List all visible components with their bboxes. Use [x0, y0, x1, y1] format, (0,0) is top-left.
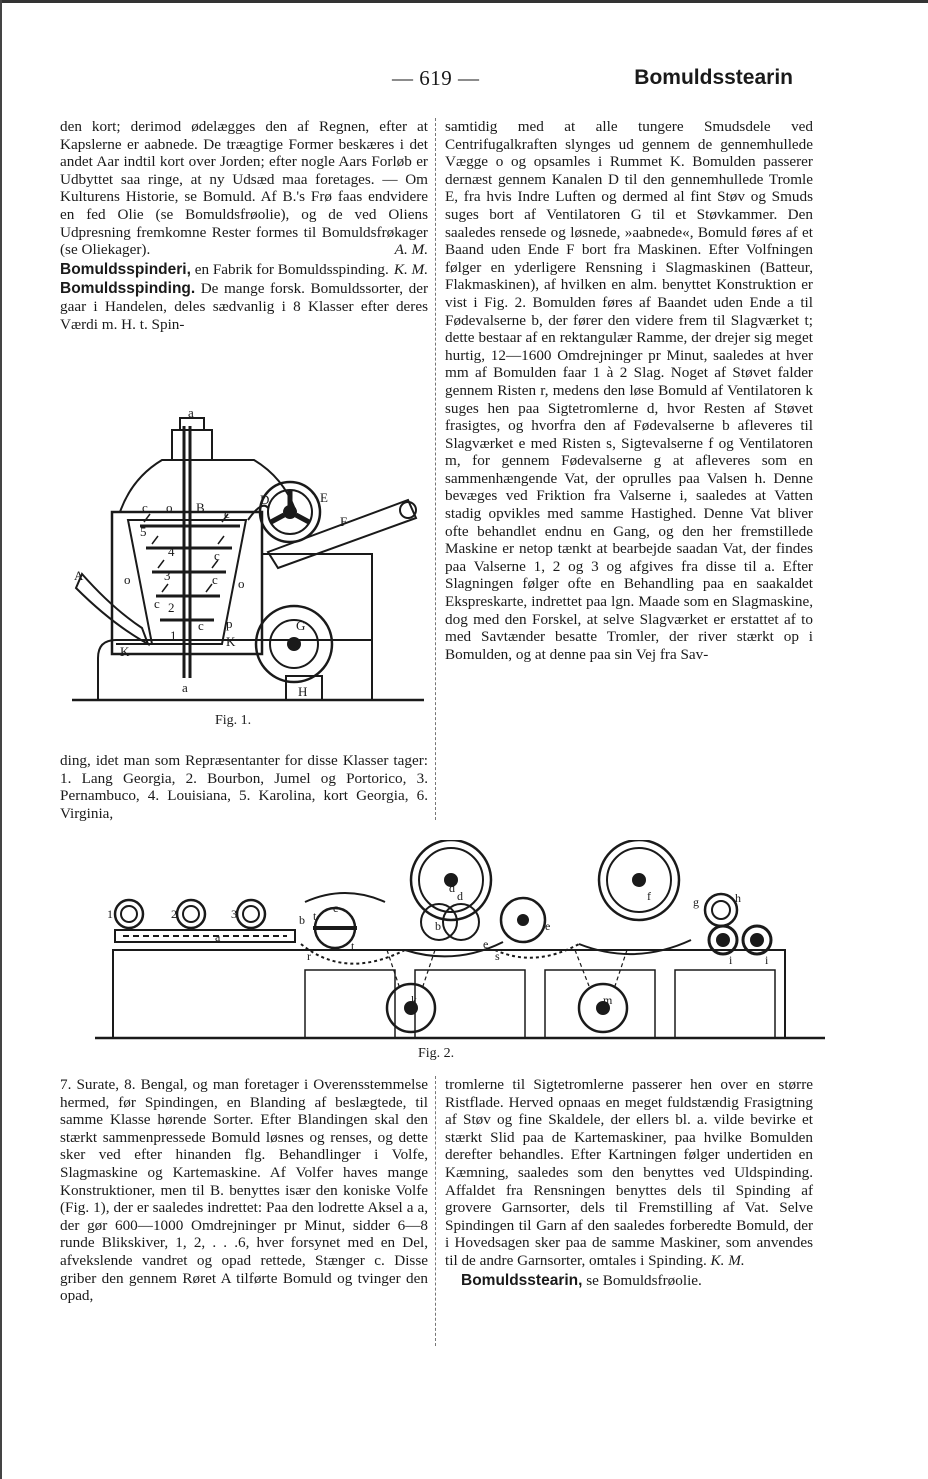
left-column-middle — [60, 752, 428, 822]
fig2-label-3: 3 — [231, 907, 237, 921]
fig1-label-2: 2 — [168, 600, 175, 615]
fig2-label-1: 1 — [107, 907, 113, 921]
fig2-label-2: 2 — [171, 907, 177, 921]
column-rule-top — [435, 118, 436, 820]
fig2-label-e: e — [545, 919, 551, 933]
entry-bomuldsspinding — [60, 280, 428, 333]
scan-border-left — [0, 0, 2, 1479]
author-signature: K. M. — [393, 260, 428, 278]
left-column-bottom — [60, 1076, 428, 1305]
fig1-label-H: H — [298, 684, 308, 699]
paragraph-blending: 7. Surate, 8. Bengal, og man foretager i Overensstemmelse hermed, før Spindingen, en Blanding af beslægtede, til samme Klasse hørende Sorter. Efter Blandingen skal den stærkt sammenpressede Bomuld løsnes og renses, og dette sker ved efter hinanden flg. Behandlinger i Volfe, Slagmaskine og Kartemaskine. Af Volfer haves mange Konstruktioner, men til B. benyttes især den koniske Volfe (Fig. 1), der er saaledes indrettet: Paa den lodrette Aksel a a, der gør 600—1000 Omdrejninger pr Minut, sidder 6—8 runde Blikskiver, 1, 2, . . .6, hver forsynet med en Del, afvekslende vandret og opad rettede, Stænger c. Disse griber den gennem Røret A tilførte Bomuld og tvinger den opad, — [60, 1076, 428, 1305]
fig1-label-c: c — [224, 506, 230, 521]
fig1-label-c: c — [142, 500, 148, 515]
entry-text: De mange forsk. Bomuldssorter, der gaar i Handelen, deles sædvanlig i 8 Klasser efter deres Værdi m. H. t. Spin- — [60, 280, 429, 333]
left-column-top — [60, 118, 428, 333]
fig2-label-r: r — [307, 949, 311, 963]
fig1-label-1: 1 — [170, 628, 177, 643]
entry-bomuldsstearin — [445, 1272, 813, 1290]
figure-2-scutcher — [95, 840, 825, 1040]
fig2-label-b: b — [299, 913, 305, 927]
paragraph-classes: ding, idet man som Repræsentanter for disse Klasser tager: 1. Lang Georgia, 2. Bourbon, Jumel og Portorico, 3. Pernambuco, 4. Louisiana, 5. Karolina, kort Georgia, 6. Virginia, — [60, 752, 428, 822]
fig1-label-B: B — [196, 500, 205, 515]
fig2-label-a: a — [215, 930, 221, 944]
fig1-label-o: o — [124, 572, 131, 587]
fig1-label-c: c — [154, 596, 160, 611]
figure-1-caption: Fig. 1. — [215, 713, 252, 728]
fig1-label-G: G — [296, 618, 306, 633]
fig1-label-F: F — [340, 514, 348, 529]
fig2-label-b: b — [435, 919, 441, 933]
fig2-label-i: i — [729, 953, 733, 967]
paragraph-cotton-intro — [60, 118, 428, 259]
right-column-top — [445, 118, 813, 663]
running-title: Bomuldsstearin — [634, 66, 793, 89]
right-column-bottom — [445, 1076, 813, 1289]
fig1-label-4: 4 — [168, 544, 175, 559]
fig2-label-t: t — [313, 909, 317, 923]
fig1-label-c: c — [212, 572, 218, 587]
page-number: — 619 — — [392, 66, 480, 90]
entry-headword: Bomuldsstearin, — [461, 1271, 583, 1289]
fig1-label-5: 5 — [140, 524, 147, 539]
fig2-label-d: d — [457, 889, 463, 903]
scan-border-top — [0, 0, 928, 3]
fig1-label-a: a — [182, 680, 188, 695]
fig2-label-f: f — [647, 889, 651, 903]
fig1-label-c: c — [214, 548, 220, 563]
fig1-label-3: 3 — [164, 568, 171, 583]
paragraph-cleaning: samtidig med at alle tungere Smudsdele ved Centrifugalkraften slynges ud gennem de gennemhullede Vægge o og opsamles i Rummet K. Bomulden passerer dernæst gennem Kanalen D til den gennemhullede Tromle E, fra hvis Indre Luften og dermed al fint Støv og Smuds suges bort af Ventilatoren G til et Støvkammer. Den saaledes rensede og løsnede, »aabnede«, Bomuld føres af et Baand uden Ende F bort fra Maskinen. Efter Volfningen følger en yderligere Rensning i Slagmaskinen (Batteur, Flakmaskinen), af hvilken en alm. benyttet Konstruktion er vist i Fig. 2. Bomulden føres af Baandet uden Ende a til Fødevalserne b, der fører den videre frem til Slagværket t; dette bestaar af en rektangulær Ramme, der drejer sig meget hurtig, 12—1600 Omdrejninger pr Minut, saaledes at hver mm af Bomulden faar 1 à 2 Slag. Noget af Støvet falder gennem Risten r, medens den løse Bomuld af Ventilatoren k suges hen paa Sigtetromlerne d, hvor Resten af Støvet frasigtes, og hvorfra den af Fødevalserne b afleveres til Slagværket e med Risten s, Sigtevalserne f og Ventilatoren m, for gennem Fødevalserne g at afleveres som en sammenhængende Vat, der oprulles paa Valsen h. Denne bevæges ved Friktion fra Valserne i, saaledes at Vatten stadig opvikles med samme Hastighed. Denne Vat bliver ofte behandlet endnu en Gang, og den her fremstillede Maskine er netop tænkt at bearbejde saadan Vat, der findes paa Valserne 1, 2 og 3 og afgives fra disse til a. Efter Slagningen følger ofte en Behandling paa en saakaldet Ekspreskarte, indrettet paa lgn. Maade som en Slagmaskine, dog med den Forskel, at selve Slagværket er erstattet af to med Savtænder besatte Tromler, der river stærkt op i Bomulden, og at denne paa sin Vej fra Sav- — [445, 118, 813, 663]
fig2-label-i: i — [765, 953, 769, 967]
figure-1-conical-opener — [72, 408, 424, 708]
fig1-label-E: E — [320, 490, 328, 505]
fig1-label-c: c — [198, 618, 204, 633]
fig2-label-m: m — [603, 993, 613, 1007]
entry-bomuldsspinderi — [60, 261, 428, 279]
fig2-label-g: g — [693, 895, 699, 909]
fig1-label-a: a — [188, 408, 194, 420]
fig1-label-D: D — [260, 492, 270, 507]
fig1-label-o: o — [238, 576, 245, 591]
fig1-label-K: K — [120, 644, 130, 659]
fig1-label-p: p — [226, 616, 233, 631]
fig2-label-e1: e — [483, 937, 489, 951]
author-signature: K. M. — [710, 1251, 745, 1269]
fig2-label-t: t — [351, 939, 355, 953]
fig2-label-c: c — [333, 901, 339, 915]
fig1-label-o: o — [166, 500, 173, 515]
fig2-label-h: h — [735, 891, 741, 905]
fig2-label-k: k — [411, 993, 417, 1007]
figure-2-caption: Fig. 2. — [418, 1046, 455, 1061]
fig2-label-d: d — [449, 881, 455, 895]
paragraph-sieving — [445, 1076, 813, 1270]
fig1-label-A: A — [74, 568, 84, 583]
entry-text: en Fabrik for Bomuldsspinding. — [194, 260, 389, 278]
entry-headword: Bomuldsspinderi, — [60, 260, 191, 278]
entry-text: se Bomuldsfrøolie. — [586, 1271, 702, 1289]
paragraph-text: tromlerne til Sigtetromlerne passerer hen over en større Ristflade. Herved opnaas en meget fuldstændig Frasigtning af Støv og fine Skaldele, der ellers bl. a. vilde bevirke et stærkt Slid paa de Kartemaskiner, paa hvilke Bomulden derefter behandles. Efter Kartningen følger undertiden en Kæmning, saaledes som den benyttes ved Uldspinding. Affaldet fra Rensningen benyttes dels til Spinding af grovere Garnsorter, dels til Fremstilling af Vat. Selve Spindingen til Garn af den saaledes forberedte Bomuld, der i Hovedsagen sker paa de samme Maskiner, som anvendes til de andre Garnsorter, omtales i Spinding. — [445, 1076, 813, 1269]
fig2-label-s: s — [495, 949, 500, 963]
paragraph-text: den kort; derimod ødelægges den af Regnen, efter at Kapslerne er aabnede. De træagtige Former beskæres i det andet Aar indtil kort over Jorden; efter nogle Aars Forløb er Udbyttet saa ringe, at ny Udsæd maa foretages. — Om Kulturens Historie, se Bomuld. Af B.'s Frø faas endvidere en fed Olie (se Bomuldsfrøolie), og de ved Oliens Udpresning fremkomne Rester formes til Bomuldsfrøkager (se Oliekager). — [60, 118, 428, 259]
column-rule-bottom — [435, 1076, 436, 1346]
author-signature: A. M. — [394, 241, 428, 259]
entry-headword: Bomuldsspinding. — [60, 280, 196, 298]
fig1-label-K: K — [226, 634, 236, 649]
